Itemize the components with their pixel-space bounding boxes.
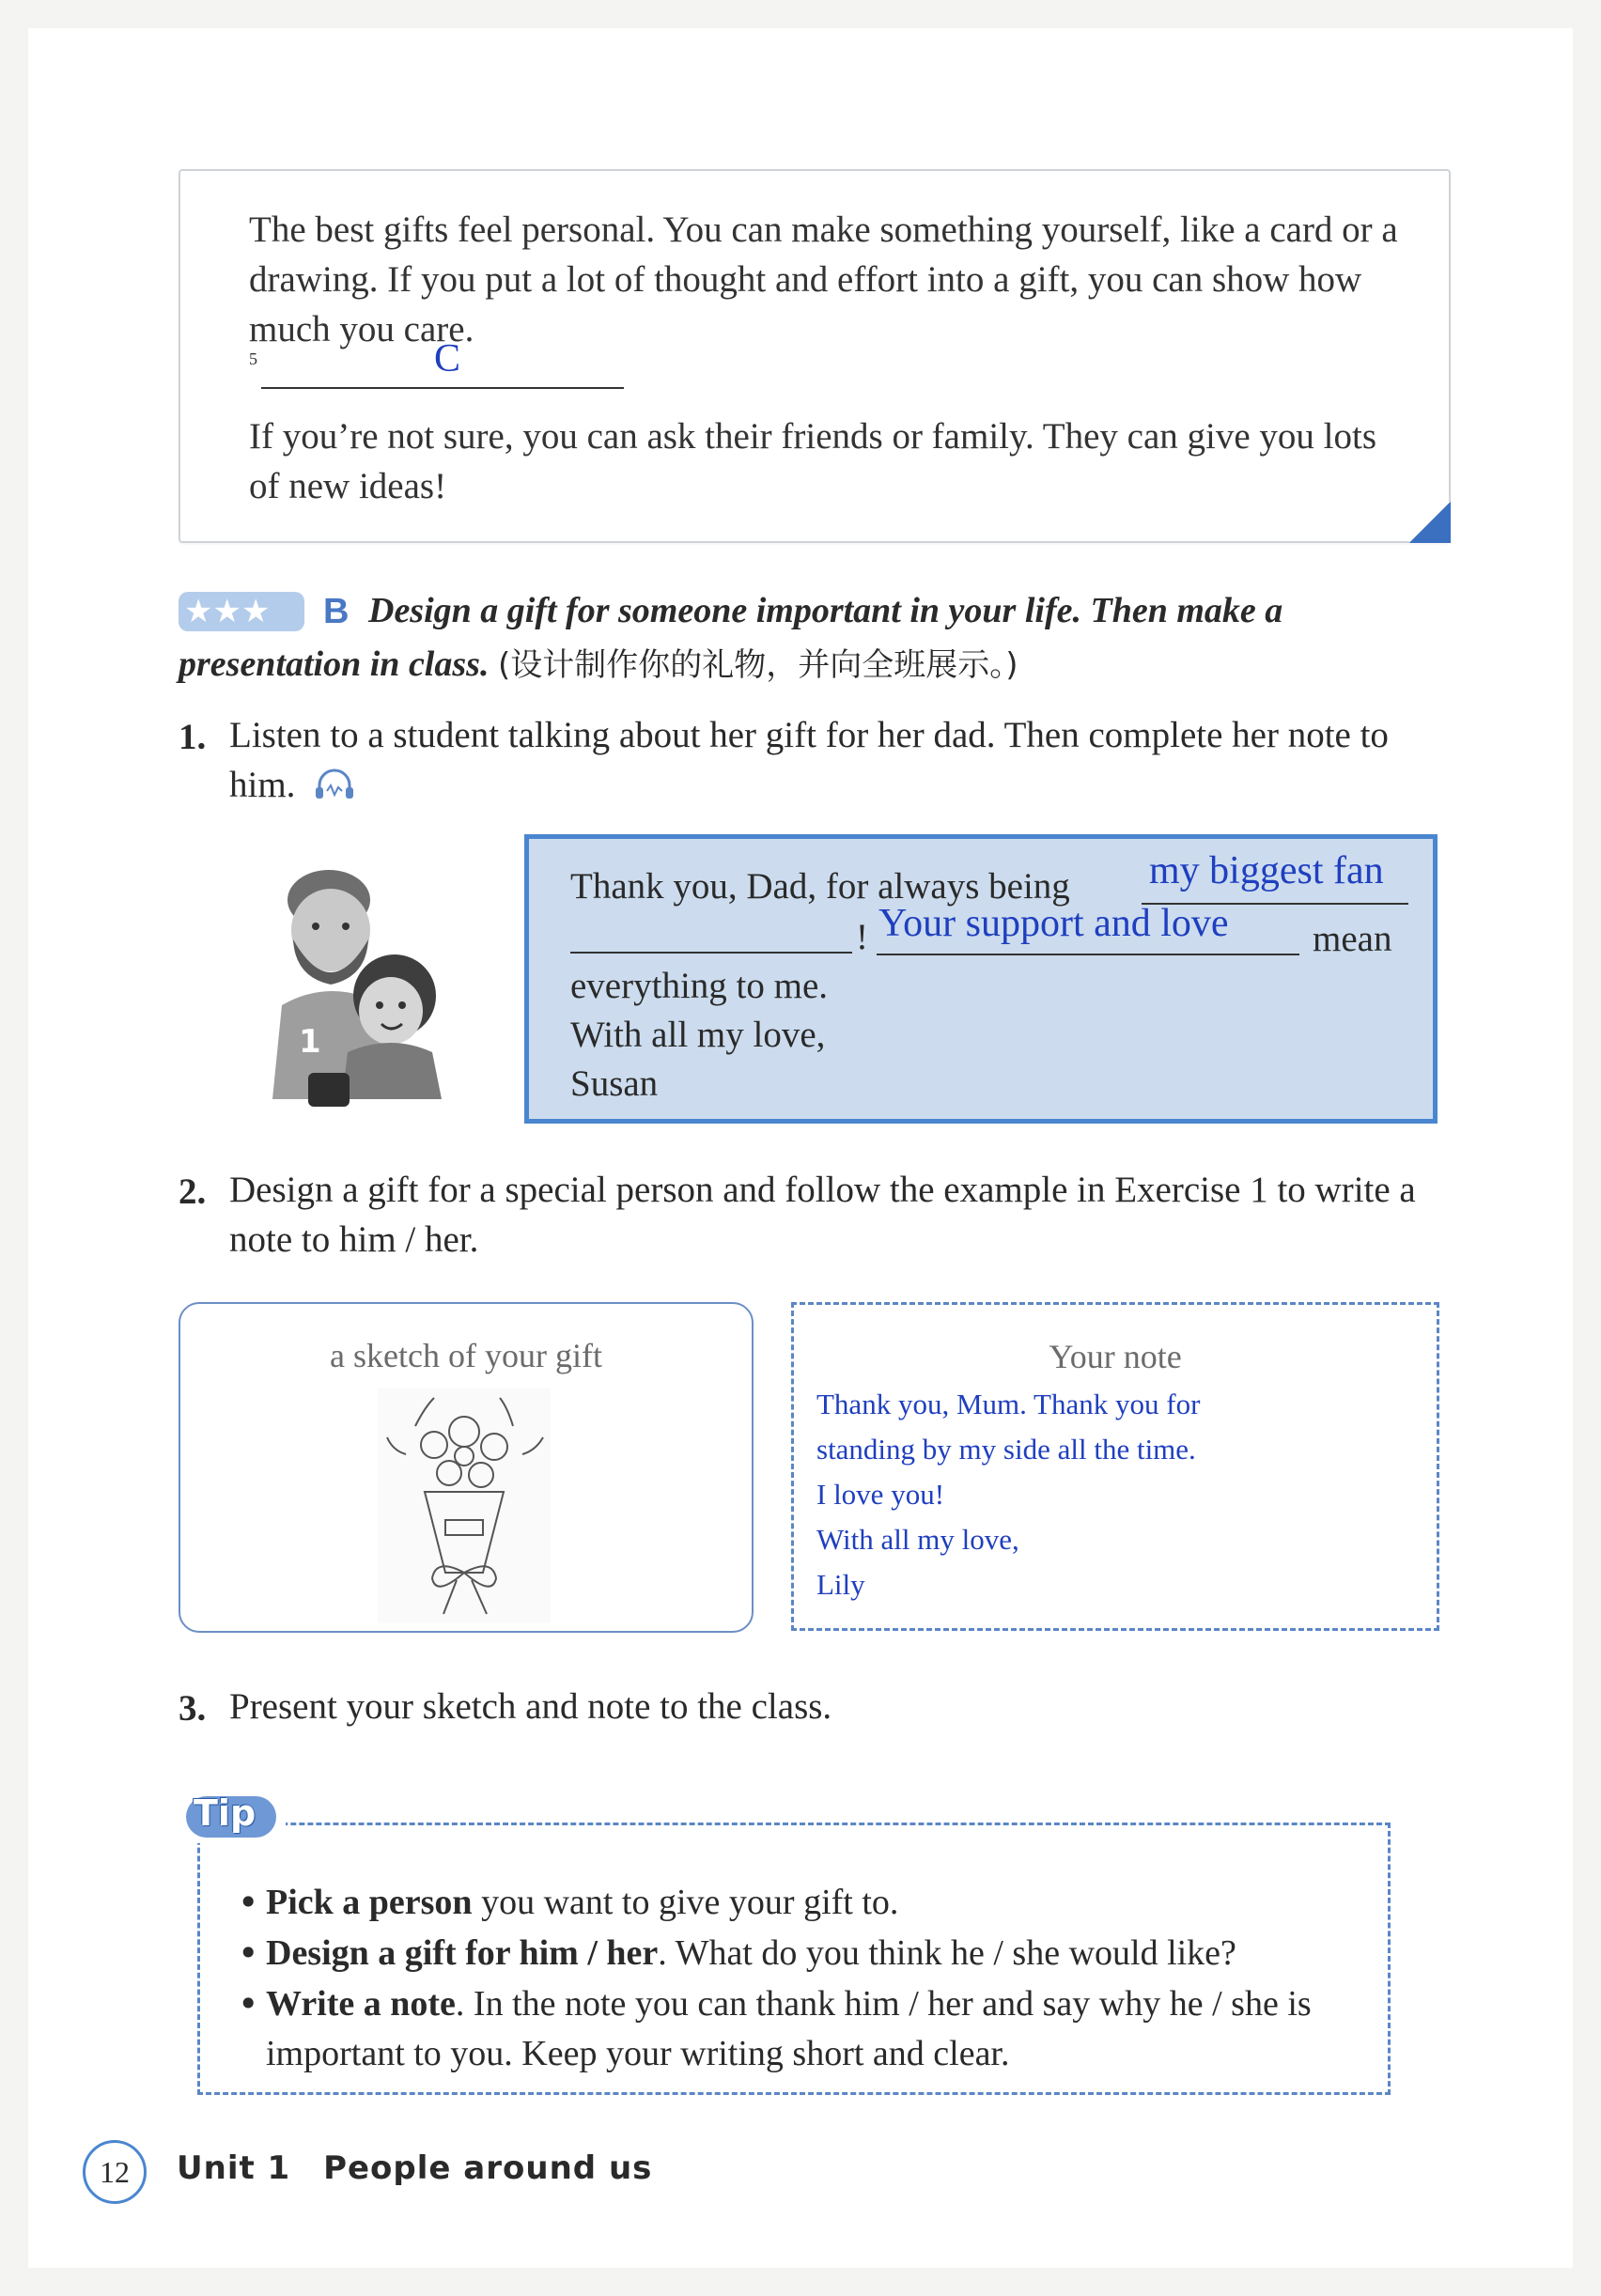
section-title-italic: presentation in class. bbox=[179, 644, 490, 684]
sketch-box bbox=[179, 1302, 754, 1633]
tip-box bbox=[197, 1823, 1391, 2095]
tip-item-1 bbox=[266, 1878, 1365, 1928]
sketch-caption: a sketch of your gift bbox=[330, 1337, 602, 1374]
page-fold-corner bbox=[1409, 502, 1451, 543]
headphones-icon bbox=[314, 768, 355, 802]
tip-item-2-bold: Design a gift for him / her bbox=[266, 1933, 659, 1973]
tip-item-3-text: . In the note you can thank him / her and say why he / she is important to you. Keep your writing short and clear. bbox=[266, 1984, 1312, 2073]
note-line-1: Thank you, Dad, for always being bbox=[570, 866, 1070, 907]
section-title-line-2 bbox=[179, 639, 1018, 685]
section-title-chinese: (设计制作你的礼物，并向全班展示。) bbox=[497, 646, 1018, 684]
unit-footer bbox=[177, 2149, 652, 2187]
question-2-text: Design a gift for a special person and follow the example in Exercise 1 to write a note to him / her. bbox=[229, 1170, 1416, 1260]
note-answer-2: Your support and love bbox=[878, 902, 1229, 945]
section-title-line-1: Design a gift for someone important in your life. Then make a bbox=[368, 591, 1283, 630]
note-answer-1: my biggest fan bbox=[1149, 849, 1384, 892]
tip-item-1-bold: Pick a person bbox=[266, 1883, 473, 1922]
passage-paragraph-1: The best gifts feel personal. You can make something yourself, like a card or a drawing. If you put a lot of thought and effort into a gift, you can show how much you care. bbox=[249, 209, 1398, 349]
tip-item-2 bbox=[266, 1929, 1365, 1978]
question-1-number: 1. bbox=[179, 717, 207, 757]
blank-number: 5 bbox=[249, 349, 257, 368]
bullet-icon: • bbox=[238, 1932, 259, 1974]
question-3-number: 3. bbox=[179, 1688, 207, 1729]
flower-bouquet-drawing bbox=[378, 1388, 551, 1623]
page-number: 12 bbox=[83, 2140, 147, 2204]
your-note-caption: Your note bbox=[1049, 1338, 1182, 1375]
note-blank-2a bbox=[570, 952, 852, 954]
your-note-line: I love you! bbox=[816, 1478, 945, 1511]
note-blank-2b bbox=[877, 954, 1299, 955]
question-1-text bbox=[229, 710, 1451, 810]
tip-item-1-text: you want to give your gift to. bbox=[472, 1883, 899, 1922]
star-icon: ★★★ bbox=[184, 593, 271, 630]
note-exclamation: ! bbox=[856, 917, 868, 957]
reading-passage-box bbox=[179, 169, 1451, 543]
your-note-box bbox=[791, 1302, 1439, 1631]
your-note-line: Lily bbox=[816, 1568, 865, 1601]
dad-note-box bbox=[524, 834, 1438, 1124]
dad-and-daughter-illustration bbox=[244, 864, 460, 1109]
note-mean: mean bbox=[1313, 919, 1392, 959]
note-signature: Susan bbox=[570, 1063, 659, 1104]
tip-item-3 bbox=[266, 1979, 1365, 2079]
handwritten-answer: C bbox=[434, 337, 461, 380]
your-note-line: standing by my side all the time. bbox=[816, 1433, 1196, 1466]
difficulty-stars-badge bbox=[179, 592, 304, 631]
tip-label: Tip bbox=[194, 1792, 256, 1834]
your-note-line: With all my love, bbox=[816, 1523, 1019, 1556]
passage-paragraph-2: If you’re not sure, you can ask their friends or family. They can give you lots of new ideas! bbox=[249, 416, 1376, 506]
question-3-text: Present your sketch and note to the class. bbox=[229, 1686, 832, 1727]
your-note-line: Thank you, Mum. Thank you for bbox=[816, 1388, 1201, 1420]
question-2-number: 2. bbox=[179, 1171, 207, 1212]
bullet-icon: • bbox=[238, 1983, 259, 2025]
unit-title: People around us bbox=[323, 2149, 653, 2187]
question-1-instruction: Listen to a student talking about her gift for her dad. Then complete her note to him. bbox=[229, 715, 1389, 805]
tip-item-2-text: . What do you think he / she would like? bbox=[658, 1933, 1236, 1973]
note-line-3: everything to me. bbox=[570, 966, 829, 1006]
answer-blank bbox=[261, 387, 624, 389]
unit-label: Unit 1 bbox=[177, 2149, 291, 2187]
bullet-icon: • bbox=[238, 1882, 259, 1923]
note-line-4: With all my love, bbox=[570, 1015, 826, 1055]
tip-item-3-bold: Write a note bbox=[266, 1984, 456, 2024]
section-letter: B bbox=[323, 592, 350, 631]
svg-text:1: 1 bbox=[299, 1023, 321, 1061]
tip-badge bbox=[182, 1789, 286, 1843]
